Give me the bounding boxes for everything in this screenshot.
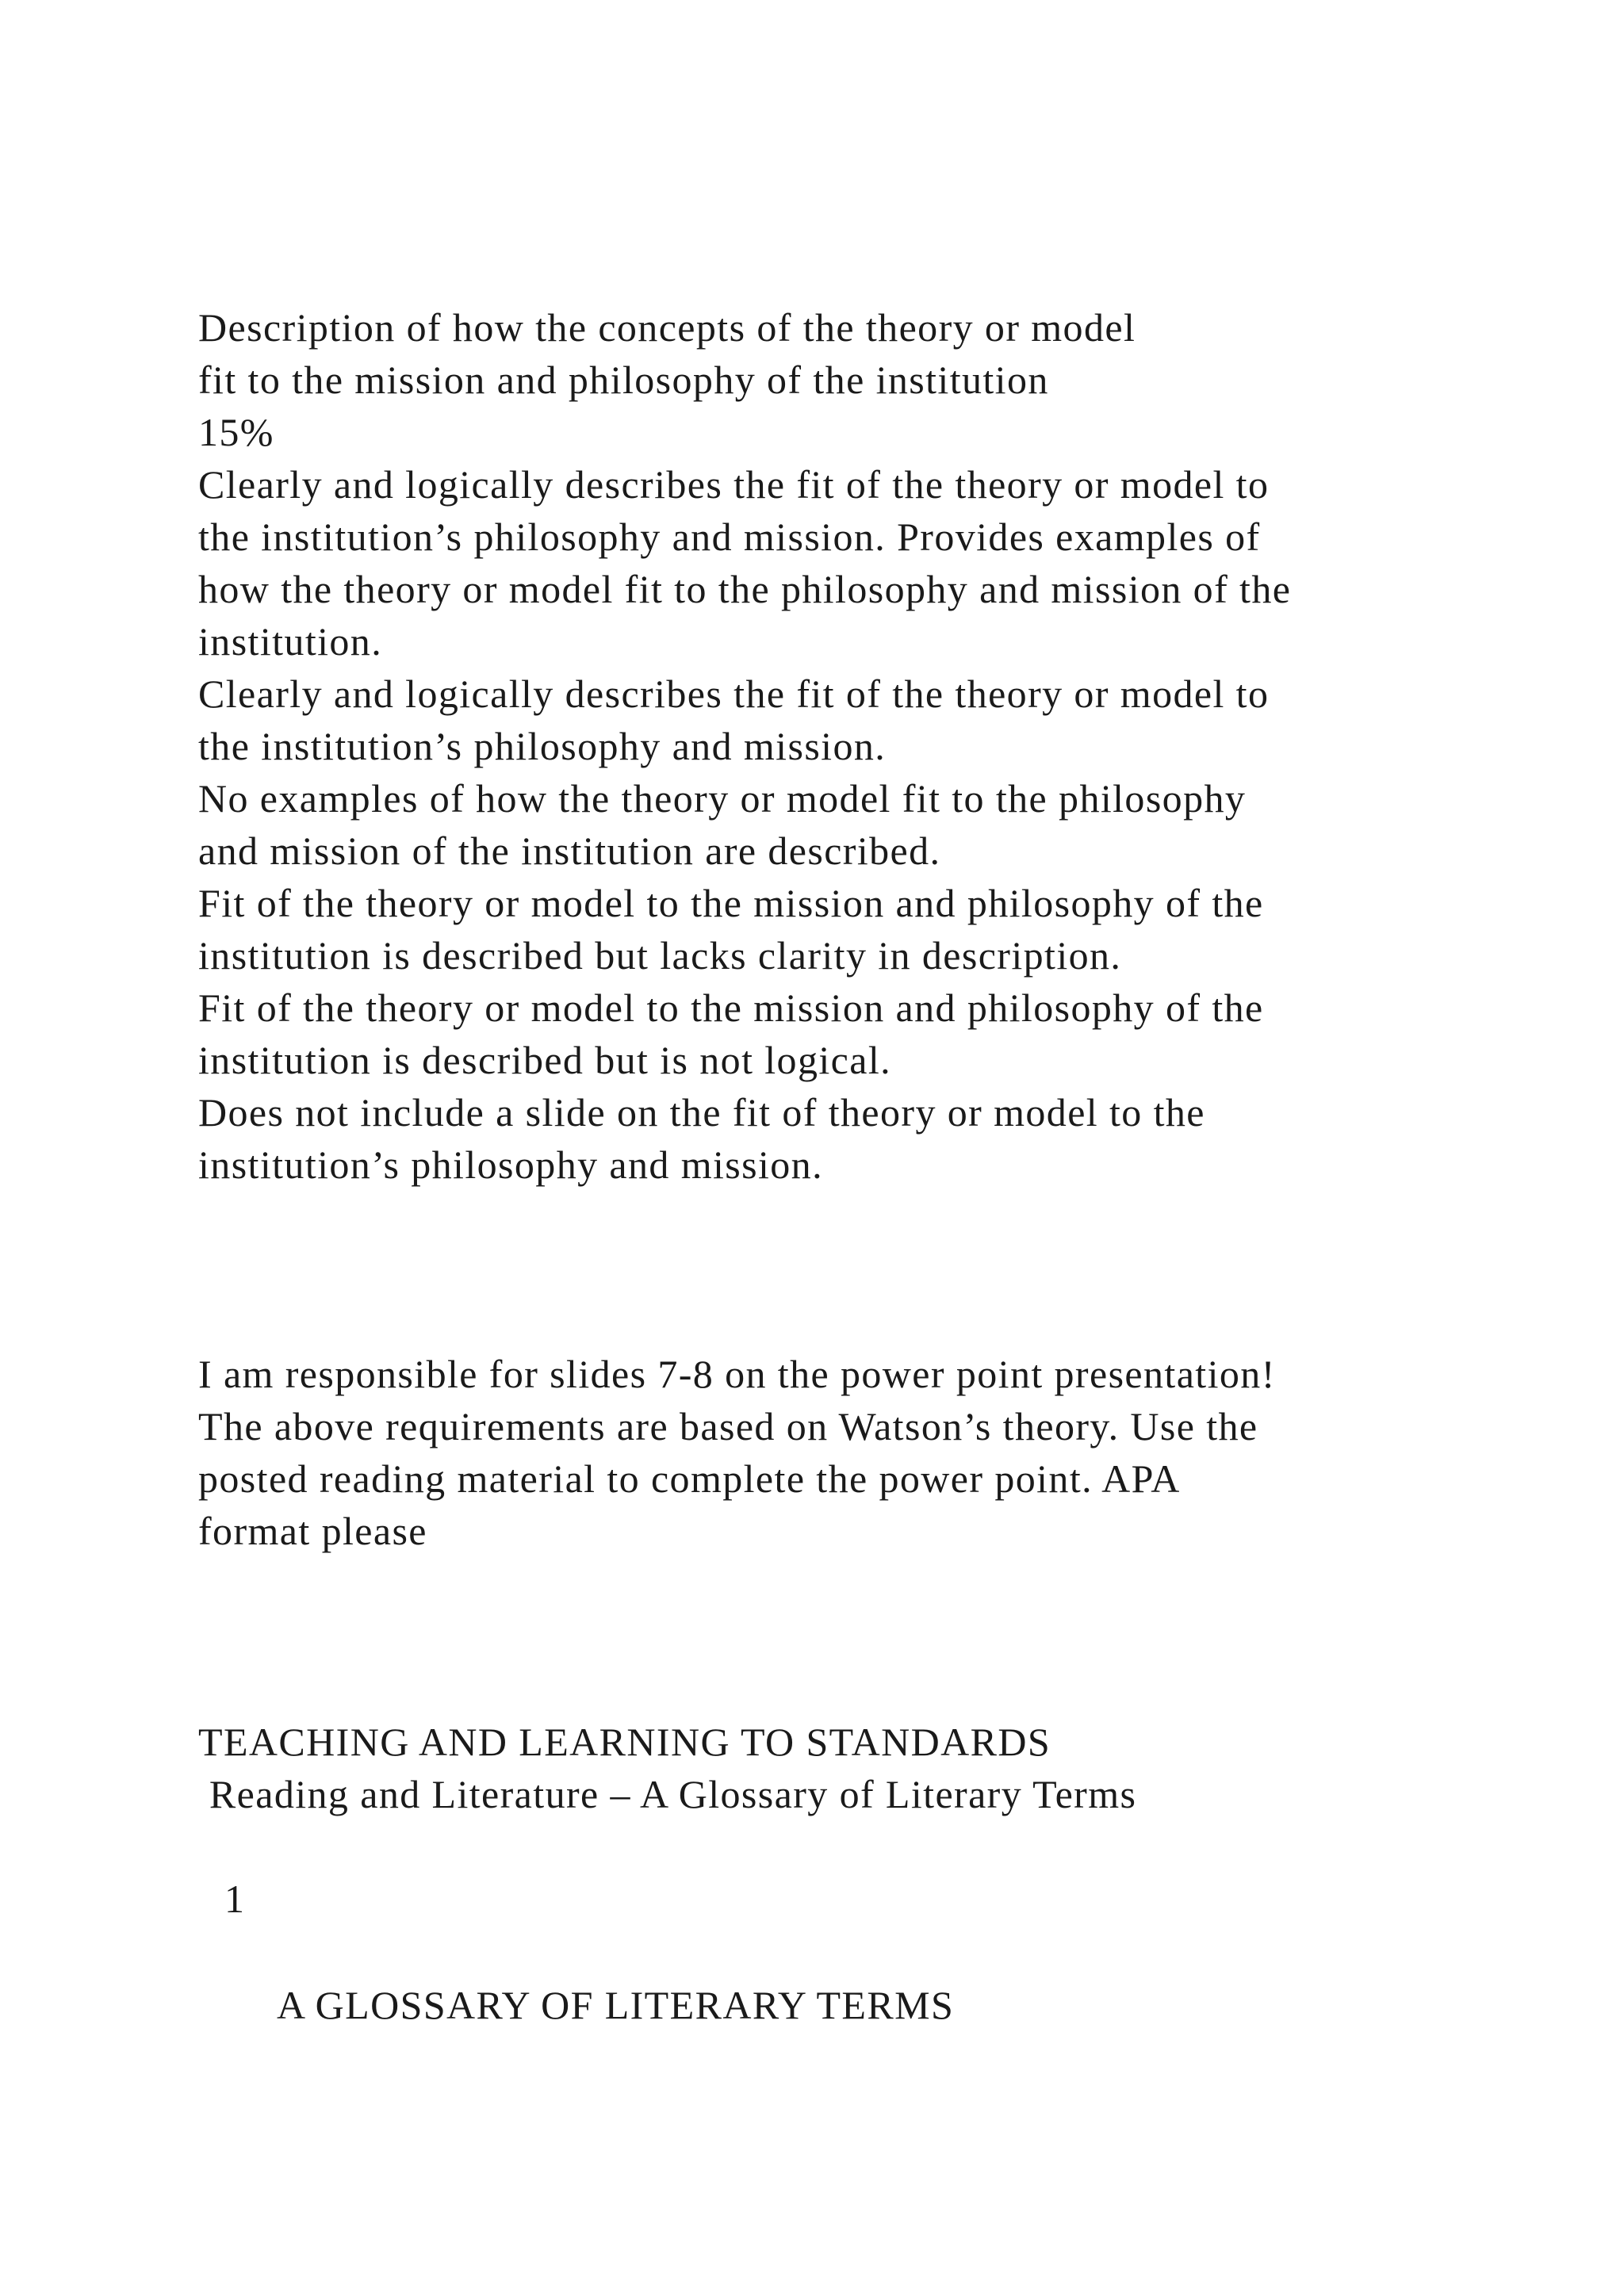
page-number: 1 — [224, 1877, 246, 1921]
rubric-line-6: how the theory or model fit to the philosophy and mission of the — [198, 567, 1292, 611]
glossary-document-subtitle: Reading and Literature – A Glossary of Literary Terms — [198, 1772, 1137, 1816]
rubric-line-10: No examples of how the theory or model fit to the philosophy — [198, 776, 1247, 821]
rubric-line-17: institution’s philosophy and mission. — [198, 1142, 823, 1187]
glossary-document-title: TEACHING AND LEARNING TO STANDARDS — [198, 1720, 1051, 1764]
rubric-line-9: the institution’s philosophy and mission. — [198, 724, 887, 768]
rubric-line-12: Fit of the theory or model to the mission and philosophy of the — [198, 881, 1264, 925]
rubric-line-13: institution is described but lacks clarity in description. — [198, 933, 1122, 978]
instructions-line-1: I am responsible for slides 7-8 on the power point presentation! — [198, 1352, 1276, 1396]
rubric-line-11: and mission of the institution are described. — [198, 828, 941, 873]
rubric-line-1: Description of how the concepts of the theory or model — [198, 305, 1136, 350]
rubric-line-4: Clearly and logically describes the fit of the theory or model to — [198, 462, 1270, 507]
rubric-line-16: Does not include a slide on the fit of theory or model to the — [198, 1090, 1205, 1135]
rubric-line-14: Fit of the theory or model to the mission and philosophy of the — [198, 985, 1264, 1030]
rubric-line-8: Clearly and logically describes the fit of the theory or model to — [198, 672, 1270, 716]
rubric-line-7: institution. — [198, 619, 383, 664]
rubric-line-5: the institution’s philosophy and mission. Provides examples of — [198, 515, 1261, 559]
rubric-line-2: fit to the mission and philosophy of the institution — [198, 358, 1049, 402]
instructions-line-2: The above requirements are based on Watson’s theory. Use the — [198, 1404, 1258, 1448]
rubric-line-15: institution is described but is not logical. — [198, 1038, 892, 1082]
instructions-line-3: posted reading material to complete the power point. APA — [198, 1456, 1181, 1501]
rubric-weight: 15% — [198, 410, 274, 454]
glossary-section-title: A GLOSSARY OF LITERARY TERMS — [277, 1983, 955, 2027]
instructions-line-4: format please — [198, 1509, 427, 1553]
